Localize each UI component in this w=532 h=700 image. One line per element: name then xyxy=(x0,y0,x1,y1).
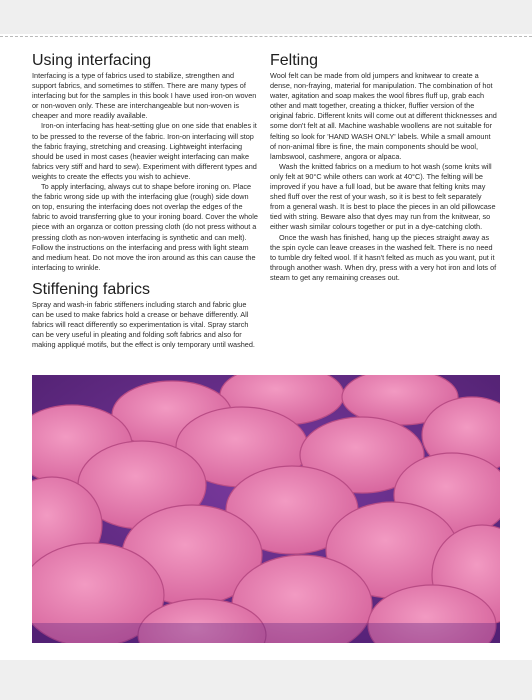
backdrop-shadow xyxy=(32,623,500,643)
felting-paragraph-3: Once the wash has finished, hang up the pieces straight away as the spin cycle can leave creases in the washed felt. There is no need to tumble dry felted wool. If it hasn't felted as much as you want, put it through another wash. When dry, press with a very hot iron and lots of steam to get any remaining creases out. xyxy=(270,232,497,282)
page-bottom-border xyxy=(0,660,532,700)
interfacing-paragraph-1: Interfacing is a type of fabrics used to stabilize, strengthen and support fabrics, and sometimes to stiffen. There are many types of interfacing but for the samples in this book I have used iron-on woven or non-woven only. These are interchangeable but non-woven is cheaper and more readily available. xyxy=(32,71,257,121)
felt-scales xyxy=(32,375,500,643)
top-stitch-line xyxy=(0,36,532,37)
felting-paragraph-2: Wash the knitted fabrics on a medium to hot wash (some knits will only felt at 90°C while others can work at 40°C). The felting will be improved if you have a full load, but be aware that felting knits may shed fluff over the rest of your wash, so it is best to felt separately from a general wash. It is best to place the pieces in an old pillowcase tied with string. Beware also that dyes may run from the knitwear, so either wash similar colours together or put in a dye-catching cloth. xyxy=(270,161,496,232)
stiffening-paragraph-1: Spray and wash-in fabric stiffeners including starch and fabric glue can be used to make fabrics hold a crease or behave differently. All fabrics will react differently so experimentation is vital. Spray starch can be very useful in pleating and folding soft fabrics and also for making appliqué motifs, but the effect is only temporary until washed. xyxy=(32,299,255,350)
left-column xyxy=(32,52,258,350)
interfacing-heading: Using interfacing xyxy=(32,52,152,69)
felting-paragraph-1: Wool felt can be made from old jumpers and knitwear to create a dense, non-fraying, material for manipulation. The combination of hot water, agitation and soap makes the wool fibres fluff up, grab each other and matt together, creating a thicker, fluffier version of the original fabric. Different knits will come out at different thicknesses and some don't felt at all. Machine washable woollens are not suitable for felting so look for 'HAND WASH ONLY' labels. While a small amount of non-animal fibre is fine, the main components should be wool, lambswool, cashmere, angora or alpaca. xyxy=(270,71,497,161)
interfacing-paragraph-2: Iron-on interfacing has heat-setting glue on one side that enables it to be pressed to the reverse of the fabric. Iron-on interfacing will stop the fabric fraying, stretching and creasing. Lightweight interfacing should be used in most cases (heavier weight interfacing can make fabrics very stiff and hard to sew). Experiment with different types and weights to create the effects you wish to achieve. xyxy=(32,121,257,181)
interfacing-paragraph-3: To apply interfacing, always cut to shape before ironing on. Place the fabric wrong side up with the interfacing glue (rough) side down on top, ensuring the interfacing does not overlap the edges of the fabric to avoid transferring glue to your ironing board. Cover the whole piece with an organza or cotton pressing cloth (do not press without a pressing cloth as non-woven interfacing is synthetic and can melt). Follow the instructions on the interfacing and press with light steam and medium heat. Do not move the iron around as this can cause the interfacing to wrinkle. xyxy=(32,182,258,272)
felt-circles-photo xyxy=(32,375,500,643)
felting-heading: Felting xyxy=(270,52,319,69)
right-column xyxy=(270,52,498,283)
page-top-border xyxy=(0,0,532,34)
stiffening-heading: Stiffening fabrics xyxy=(32,280,150,298)
felt-circles-image xyxy=(32,375,500,643)
